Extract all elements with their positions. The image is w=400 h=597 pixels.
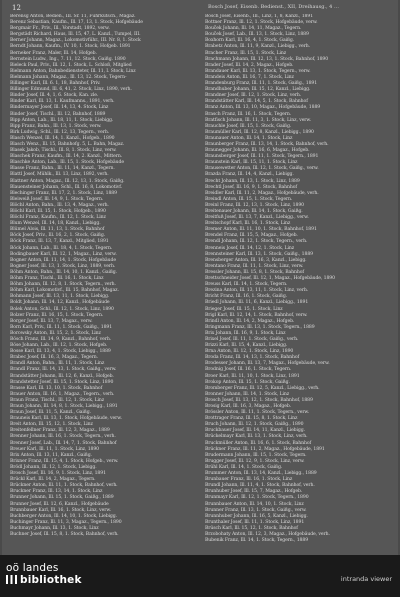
directory-entry: Blasse Franz, Bahn., Ill. 11, 14, Kanzl., Tegern. (10, 166, 115, 172)
directory-entry: Brandl Anton, Bahn., Ill. 11, 1. Stock, Linz (10, 361, 105, 367)
directory-entry: Brasse Karl, Ill. 13, 10, 1. Stock, Bahnhof (10, 385, 103, 391)
directory-entry: Böhm Anton, Bahn., Ill. 14, 10, 1. Kanzl., Gaißg. (10, 269, 117, 275)
page-number: 12 (12, 4, 21, 12)
directory-entry: Bogner Josef, Ill. 13, 1. Stock, Linz, 1889, verh. (10, 263, 116, 269)
directory-entry: Brixel Josef, Ill. 11, 1. Stock, Gaißg., verh. (205, 336, 299, 342)
directory-entry: Bielmann Johann, Magaz., Ill. 13, 12. Stock, Tegern- (10, 74, 127, 80)
directory-entry: Brunnbauer Anton, Ill. 14, 10, 1. Stock, Linz (205, 501, 304, 507)
directory-entry: Bruckmüller Anton, Ill. 16, 6, 1. Stock, Bahnhof (205, 440, 312, 446)
directory-entry: Blattl Josef, Mühlk., Ill. 13, Linz, 1892, verh. (10, 172, 109, 178)
directory-entry: Buchmayr Johann, Ill. 13, 1. Stock, Linz (10, 525, 99, 531)
directory-entry: Bubenik Franz, Ill. 14, 1. Stock, Tegern., 1889 (205, 538, 309, 544)
directory-entry: Brabetz Anton, Ill. 11, 9, Kanzl., Liebigg., verh. (205, 44, 310, 50)
directory-entry: Bressler Johann, Ill. 15, 8, 1. Stock, Bahnhof (205, 269, 305, 275)
directory-entry: Brandstätter Johann, Ill. 12, 6, Kanzl., Hofgeb. (10, 373, 114, 379)
directory-entry: Bracher Franz, Ill. 15, 1. Stock, Linz (205, 50, 287, 56)
directory-entry: Brindl Anton, Ill. 14, 2, Magaz., Hofgeb. (205, 318, 295, 324)
directory-entry: Braun Johann, Ill. 14, 8, 1. Stock, Liebigg., 1891 (10, 404, 118, 409)
directory-entry: Bratfisch Johann, Ill. 11, 3, 1. Stock, Linz, verw. (205, 117, 312, 123)
directory-entry: Brandner Josef, Ill. 12, 1. Stock, Linz, verh. (205, 93, 302, 99)
directory-entry: Binder Josef, Tischl., Ill. 12, Bahnhof, 1889 (10, 111, 106, 117)
directory-entry: Blasch Wenzel, Ill. 14, 1. Kanzl., Hofgeb., 1890 (10, 135, 115, 141)
directory-entry: Brodesser Johann, Ill. 13, 7, Magaz., Hofgebäude, verw. (205, 361, 330, 367)
directory-entry: Blöchl Franz, Kaufm., Ill. 12, 1. Stock, Linz (10, 215, 106, 221)
directory-entry: Brummer Anton, Ill. 13, 14, Kanzl., Liebigg., 1889 (205, 471, 317, 477)
directory-entry: Brenner Johann, Ill. 16, 1. Stock, Tegern., verh. (10, 434, 116, 440)
viewer-label: intranda viewer (340, 575, 392, 583)
directory-entry: Breuer Karl, Ill. 11, 1. Stock, Linz, 1890 (10, 446, 100, 452)
directory-entry: Brauchle Josef, Ill. 15, 1. Stock, Gaißg. (205, 123, 292, 129)
directory-entry: Bronner Johann, Ill. 14, 1. Stock, Linz (205, 391, 290, 397)
directory-entry: Brendl Johann, Ill. 12, 1. Stock, Tegern., verh. (205, 239, 308, 245)
directory-entry: Berensg Anton, Bedien., III. Sr. 11, Fuhrkutsch., Magaz. (10, 14, 136, 19)
directory-entry: Bosch Josef, Eisenb., III., Linz, 1, 8, Kanzl., 1891 (205, 14, 314, 19)
directory-entry: Brennsteiner Karl, Ill. 13, 1. Stock, Gaißg., 1889 (205, 251, 313, 257)
directory-entry: Brödl Johann, Ill. 12, 1. Stock, Liebigg. (10, 464, 97, 470)
directory-entry: Böse Johann, Lab., Ill. 12, 1. Stock, Hofgeb. (10, 343, 108, 349)
directory-entry: Brix Johann, Ill. 16, 9, 1. Stock, Linz (205, 330, 286, 336)
directory-entry: Bleiweiß Josef, Ill. 14, 9, 1. Stock, Tegern. (10, 196, 104, 202)
directory-entry: Brentano Franz, Ill. 11, 1. Stock, Linz, verw. (205, 263, 304, 269)
directory-entry: Bruckbauer Josef, Ill. 14, 11, Kanzl., Liebigg. (205, 428, 305, 434)
directory-entry: Branz Anton, Ill. 13, 10, Magaz., Hofgebäude, 1889 (205, 105, 321, 111)
directory-entry: Brader Josef, Ill. 14, 2, Magaz., Hofgeb. (205, 62, 294, 68)
directory-entry: Brezina Anton, Ill. 13, 11, 1. Stock, Linz, verh. (205, 288, 309, 294)
directory-entry: Bouček Josef, Lab., Ill. 13, 1. Stock, Linz, 1889 (205, 32, 309, 38)
logo-text-line1: oö landes (6, 562, 59, 574)
directory-entry: Böhm Karl, Lokomotivf., Ill. 15, Bahnhof, Magaz. (10, 288, 119, 294)
directory-entry: Brückner Franz, Ill. 11, 2, Magaz., Hofgebäude, 1891 (205, 446, 325, 452)
directory-entry: Braunsberger Josef, Ill. 11, 1. Stock, Tegern., 1891 (205, 154, 319, 160)
directory-entry: Böck Josef, Priv., Ill. 16, 2, 1. Stock, Gaißg. (10, 233, 106, 239)
directory-entry: Brigl Karl, Ill. 12, 14, 1. Stock, Bahnhof, verw. (205, 312, 308, 318)
directory-entry: Berner Johann, Magaz., Lokomotivführ., III. Nr. 8, 1. Stock (10, 38, 141, 44)
directory-entry: Brauer Anton, Ill. 16, 1, Magaz., Tegern., verh. (10, 391, 115, 397)
directory-entry: Brokop Anton, Ill. 15, 1. Stock, Gaißg. (205, 379, 290, 385)
directory-entry: Blaschek Franz, Kaufm., Ill. 14, 2. Kanzl., Mittern. (10, 154, 123, 160)
address-column-right (205, 14, 391, 544)
directory-entry: Brandl Franz, Ill. 14, 13, 1. Stock, Gaißg., verw. (10, 367, 117, 373)
directory-entry: Brizzi Karl, Ill. 15, 4, Kanzl., Liebigg. (205, 343, 288, 349)
directory-entry: Bruch Johann, Ill. 12, 1. Stock, Gaißg., 1890 (205, 422, 304, 428)
directory-entry: Brunthaler Josef, Ill. 11, 1. Stock, Linz, 1891 (205, 519, 305, 525)
directory-entry: Brausewetter Anton, Ill. 12, 1. Stock, Gaißg., verw. (205, 166, 319, 172)
directory-entry: Berneker Franz, Maler, Ill. 14, Hofgeb. (10, 50, 97, 56)
directory-entry: Brna Anton, Ill. 12, 1. Stock, Linz, 1890 (205, 349, 294, 355)
directory-entry: Bergmair Fr., Priv., Ill., Vorstadt, 1892, verw. (10, 26, 110, 32)
directory-entry: Bodingbauer Karl, Ill. 12, 1, Magaz., Linz, verw. (10, 251, 117, 257)
directory-entry: Brecht Johann, Ill. 13, 1. Stock, Linz, 1889 (205, 178, 300, 184)
directory-entry: Brückner Anton, Ill. 11, 1. Stock, Bahnhof, verh. (10, 483, 118, 489)
directory-entry: Brunbauer Franz, Ill. 16, 1. Stock, Linz (205, 477, 293, 483)
directory-entry: Braun Josef, Ill. 11, 5, Kanzl., Gaißg. (10, 410, 91, 416)
directory-entry: Briedl Johann, Ill. 11, 6, Kanzl., Liebigg., 1891 (205, 300, 309, 306)
directory-entry: Blümel Alois, Ill. 11, 13, 1. Stock, Bahnhof (10, 227, 105, 233)
directory-entry: Brudermann Johann, Ill. 15, 1. Stock, Tegern. (205, 452, 307, 458)
directory-entry: Brunner Franz, Ill. 13, 1. Stock, Gaißg., verw. (205, 507, 307, 513)
directory-entry: Böck Johann, Lab., Ill. 18, 4, 1. Stock, Tegern. (10, 245, 113, 251)
library-logo[interactable] (6, 562, 82, 586)
directory-entry: Brunhuber Josef, Ill. 15, 7, Magaz., Hofgeb. (205, 489, 303, 495)
directory-entry: Brendel Franz, Ill. 15, 5, Magaz., Hofgeb. (205, 233, 298, 239)
directory-entry: Bottner Franz, Ill. 12, 1. Stock, Hofgebäude, verw. (205, 20, 318, 26)
directory-entry: Binder Karl, Ill. 13, 1. Kaufmanns., 1891, verh. (10, 99, 115, 105)
directory-entry: Breuss Karl, Ill. 14, 1. Stock, Tegern. (205, 282, 288, 288)
directory-entry: Böhm Franz, Tischl., Ill. 16, 1. Stock, Linz (10, 276, 104, 282)
directory-entry: Bolzer Franz, Ill. 16, 15, 1. Stock, Tegern. (10, 312, 104, 318)
directory-entry: Brasch Franz, Ill. 16, 1. Stock, Tegern. (205, 111, 292, 117)
directory-entry: Brunnbauer Karl, Ill. 16, 1. Stock, Linz, verw. (10, 507, 112, 513)
directory-entry: Bogner Anton, Ill. 11, 14, 1. Stock, Hofgebäude (10, 257, 116, 263)
directory-entry: Boxhorn Karl, Ill. 16, 4, 1. Stock, Gaißg. (205, 38, 295, 44)
directory-entry: Braunstein Karl, Ill. 15, 11, 1. Stock, Linz (205, 160, 298, 166)
directory-entry: Brensberger Anton, Ill. 16, 3, Kanzl., Liebigg. (205, 257, 307, 263)
directory-entry: Buchberger Anton, Ill. 14, 10, 1. Stock, Liebigg. (10, 513, 117, 519)
directory-entry: Böhm Johann, Ill. 12, 8, 1. Stock, Tegern., verh. (10, 282, 116, 288)
directory-entry: Bernstein Ludw., Ing., 7. 11, 12. Stock, Gaißg. 1890 (10, 56, 126, 62)
directory-entry: Brössler Anton, Ill. 11, 1. Stock, Tegern., verw. (205, 410, 310, 416)
directory-entry: Brzobohaty Anton, Ill. 12, 3, Magaz., Hofgebäude, verh. (205, 531, 330, 537)
directory-entry: Bringmann Franz, Ill. 13, 1. Stock, Tegern., 1889 (205, 324, 315, 330)
directory-entry: Brachmann Johann, Ill. 12, 13, 1. Stock, Bahnhof, 1890 (205, 56, 329, 62)
directory-entry: Bolek Anton, Schl., Ill. 12, 1. Stock, Linz, 1890 (10, 306, 114, 312)
directory-entry: Brandstätter Karl, Ill. 14, 5, 1. Stock, Bahnhof (205, 99, 308, 105)
logo-bars-icon (6, 575, 17, 584)
directory-entry: Broer Karl, Ill. 11, 10, 1. Stock, Linz, 1891 (205, 373, 300, 379)
directory-entry: Born Karl, Priv., Ill. 11, 1. Stock, Gaißg., 1891 (10, 324, 113, 330)
directory-entry: Bipp Anton, Lab., Ill. 18, 11, 1. Stock, Liebigg. (10, 117, 114, 123)
directory-entry: Broda Franz, Ill. 14, 13, 1. Stock, Bahnhof (205, 355, 300, 361)
directory-entry: Blattner Anton, Magaz., Ill. 12, 13, 1. Stock, Gaißg. (10, 178, 125, 184)
directory-entry: Breitenfellner Franz, Ill. 12, 3, Magaz., 1889 (10, 428, 110, 434)
directory-entry: Bosse Karl, Ill. 13, 4, 1. Stock, Liebigg., 1889 (10, 349, 111, 355)
directory-entry: Breindl Anton, Ill. 15, 1. Stock, Tegern. (205, 196, 293, 202)
directory-entry: Billinger Karl, Ill. 6. 1, 18, Bahnhof, Priv. (10, 81, 101, 87)
directory-entry: Blöchl Karl, Ill. 15, 1. Stock, Hofgeb., 1890 (10, 209, 106, 214)
directory-entry: Brodnig Josef, Ill. 16, 1. Stock, Tegern. (205, 367, 292, 373)
directory-entry: Brixner Franz, Ill. 15, 4, 1. Stock, Hofgeb., verw. (10, 458, 119, 464)
directory-entry: Breitschopf Karl, Ill. 16, 1. Stock, Linz (205, 221, 291, 227)
directory-entry: Brückl Karl, Ill. 14, 2, Magaz., Tegern. (10, 477, 96, 483)
directory-entry: Bieleck Paul, Priv., Ill. 12, 1. Stock, L. Schloß, Mitglied (10, 62, 132, 68)
directory-entry: Borger Josef, Ill. 13, 7, Magaz., verw. (10, 318, 93, 324)
directory-entry: Berenz Sebastian, Kaufm., Ill. 17, 13, 1. Stock, Hofgebäude (10, 20, 143, 26)
directory-entry: Brazda Franz, Ill. 14, 4, Kanzl., Liebigg. (205, 172, 294, 178)
directory-entry: Braunegger Johann, Ill. 16, 6, Magaz., Hofgeb. (205, 148, 310, 154)
directory-entry: Brandauer Karl, Ill. 13, 1. Stock, Tegern., verw. (205, 68, 311, 74)
directory-entry: Brückelmayr Karl, Ill. 13, 1. Stock, Linz, verh. (205, 434, 308, 440)
directory-entry: Brettschneider Josef, Ill. 12, 1, Magaz., Hofgebäude, 1890 (205, 276, 335, 282)
directory-entry: Brosig Karl, Ill. 16, 3, Magaz., Hofgeb. (205, 404, 292, 409)
directory-entry: Brunner Josef, Ill. 12, 6, Kanzl., Hofgebäude (10, 501, 109, 507)
directory-entry: Brundl Johann, Ill. 11, 4, 1. Stock, Bahnhof, verh. (205, 483, 315, 489)
directory-entry: Bipp Franz, Bahn., Ill. 13, 1. Stock, verw. (10, 123, 102, 129)
directory-entry: Brosch Josef, Ill. 13, 12, 1. Stock, Bahnhof, 1889 (205, 397, 313, 403)
directory-entry: Blum Wenzel, Ill. 14, 18, Kanzl., Liebigg. (10, 221, 101, 227)
directory-entry: Blasch Wenz., Ill. 15, Bahnhofg. 5, L. Bahn, Magaz. (10, 141, 125, 147)
directory-entry: Binder Josef, Ill. 4, 1, 6. Stock, Kan. zle. (10, 93, 99, 99)
directory-entry: Borowsky Anton, Ill. 15, 2, 1. Stock, Linz (10, 330, 101, 336)
directory-entry: Brandstetter Josef, Ill. 15, 1. Stock, Linz, 1890 (10, 379, 114, 385)
directory-entry: Bindermayer Josef, Ill. 14, 13, 4. Stock, Linz (10, 105, 109, 111)
directory-entry: Bielmann Anton, Bahnbediensteter, Ill. 11, I. Stock, Linz (10, 68, 136, 74)
directory-entry: Brenneis Josef, Ill. 14, 12, 1. Stock, Linz (205, 245, 295, 251)
directory-entry: Boldt Johann, Ill. 14, 12, Kanzl., Hofgebäude (10, 300, 110, 306)
viewer-footer (0, 555, 400, 597)
directory-entry: Berndt Johann, Kaufm., IV. 10, 1. Stock, Hofgeb. 1891 (10, 44, 131, 50)
directory-entry: Brandhuber Johann, Ill. 15, 12, Kanzl., Liebigg. (205, 87, 311, 93)
directory-entry: Bremer Anton, Ill. 11, 10, 1. Stock, Bahnhof, 1891 (205, 227, 317, 233)
directory-entry: Braunberger Franz, Ill. 13, 14, 1. Stock, Bahnhof, verh. (205, 141, 329, 147)
directory-entry: Brandeis Anton, Ill. 16, 7, 1. Stock, Linz (205, 74, 294, 80)
directory-entry: Blauensteiner Johann, Schl., Ill. 16, 8, Lokomotivf. (10, 184, 123, 190)
directory-entry: Brieger Josef, Ill. 15, 1. Stock, Linz (205, 306, 283, 312)
directory-entry: Brosch Josef, Ill. 16, 9, 1. Stock, Linz, 1891 (10, 471, 106, 477)
directory-entry: Brunnhuber Johann, Ill. 16, 5, Kanzl., Liebigg. (205, 513, 308, 519)
directory-entry: Blasek Jakob, Tischl., Ill. 8, 1. Stock, Linz, verw. (10, 148, 117, 154)
directory-entry: Braumüller Karl, Ill. 12, 8, Kanzl., Liebigg., 1890 (205, 129, 314, 135)
directory-entry: Brandenburg Franz, Ill. 11, 1. Stock, Gaißg., 1891 (205, 81, 318, 87)
directory-entry: Breit Anton, Ill. 15, 12, 1. Stock, Linz (10, 422, 93, 428)
directory-entry: Blaschke Anton, Lab., Ill. 15, 1. Stock, Hofgebäude (10, 160, 124, 166)
directory-entry: Bromberger Franz, Ill. 12, 5, Kanzl., Liebigg., verh. (205, 385, 320, 391)
directory-entry: Brabec Josef, Ill. 16, 3, Magaz., Tegern. (10, 355, 98, 361)
directory-entry: Bruckner Franz, Ill. 13, 14, 1. Stock, Linz (10, 489, 103, 495)
page-header-right: Bosch Josef, Eisenb. Bedienst., XII, Dreihausg., 4 … (208, 4, 339, 10)
directory-entry: Brauneis Karl, Ill. 13, 1. Stock, Hofgebäude, verw. (10, 416, 122, 422)
directory-entry: Buchinger Franz, Ill. 11, 3, Magaz., Tegern., 1890 (10, 519, 122, 525)
directory-entry: Brottrager Franz, Ill. 15, 8, 1. Stock, Linz (205, 416, 298, 422)
directory-entry: Blöchl Anton, Bahn., Ill. 13, 4, Magaz., verh. (10, 202, 109, 208)
directory-entry: Bouček Johann, Ill. 14, 11, Magaz., Tegern. (205, 26, 302, 32)
directory-entry: Buchner Josef, Ill. 15, 8, 1. Stock, Bahnhof, verh. (10, 531, 119, 537)
directory-entry: Bösch Franz, Ill. 14, 9, Kanzl., Bahnhof, verh. (10, 336, 112, 342)
directory-entry: Brenner Josef, Lab., Ill. 14, 7, 1. Stock, Bahnhof (10, 440, 117, 446)
directory-entry: Bricht Franz, Ill. 16, 1. Stock, Gaißg. (205, 294, 288, 300)
directory-entry: Billinger Edmund, Ill. 6, 41, 2. Stock, Linz, 1890, verh. (10, 87, 132, 93)
directory-entry: Brugger Josef, Ill. 12, 9, 1. Stock, Linz, verw. (205, 458, 305, 464)
directory-entry: Brunmayr Karl, Ill. 12, 1. Stock, Tegern., 1890 (205, 495, 309, 501)
directory-entry: Breinl Franz, Ill. 12, 13, 1. Stock, Linz, 1890 (205, 202, 304, 208)
directory-entry: Brühl Karl, Ill. 14, 1. Stock, Gaißg. (205, 464, 283, 470)
directory-entry: Breitfuß Josef, Ill. 13, 7, Kanzl., Liebigg., verw. (205, 215, 309, 221)
address-column-left (10, 14, 196, 538)
directory-entry: Bergstädt Richard, Haus, Ill. 15, 47, L. Kanzl., Tumpel, III. (10, 32, 141, 38)
directory-entry: Brix Anton, Ill. 13, 11, Kanzl., Gaißg. (10, 452, 92, 458)
directory-entry: Braunauer Anton, Ill. 14, 1. Stock, Linz (205, 135, 293, 141)
directory-entry: Birk Ludwig, Schl., Ill. 12, 13, Tegern., verh. (10, 129, 110, 135)
directory-entry: Brüsch Karl, Ill. 15, 12, 1. Stock, Bahnhof (205, 525, 298, 531)
directory-entry: Böck Franz, Ill. 13, 7, Kanzl., Mitglied, 1891 (10, 239, 109, 245)
directory-entry: Breidler Karl, Ill. 11, 2, Magaz., Hofgebäude, verh. (205, 190, 319, 196)
directory-entry: Bohmann Josef, Ill. 13, 11, 1. Stock, Liebigg. (10, 294, 110, 300)
scanned-page (2, 0, 398, 555)
directory-entry: Brechtl Josef, Ill. 16, 9, 1. Stock, Bahnhof (205, 184, 297, 190)
directory-entry: Brunner Johann, Ill. 15, 1. Stock, Gaißg., 1889 (10, 495, 114, 501)
directory-entry: Braun Franz, Tischl., Ill. 12, 1. Stock, Linz (10, 397, 105, 403)
directory-entry: Blechinger Franz, Ill. 17, 2, 1. Stock, Linz, 1889 (10, 190, 117, 196)
logo-text-line2: bibliothek (20, 574, 82, 586)
directory-entry: Breitenauer Johann, Ill. 14, 1. Stock, Gaißg. (205, 209, 303, 214)
